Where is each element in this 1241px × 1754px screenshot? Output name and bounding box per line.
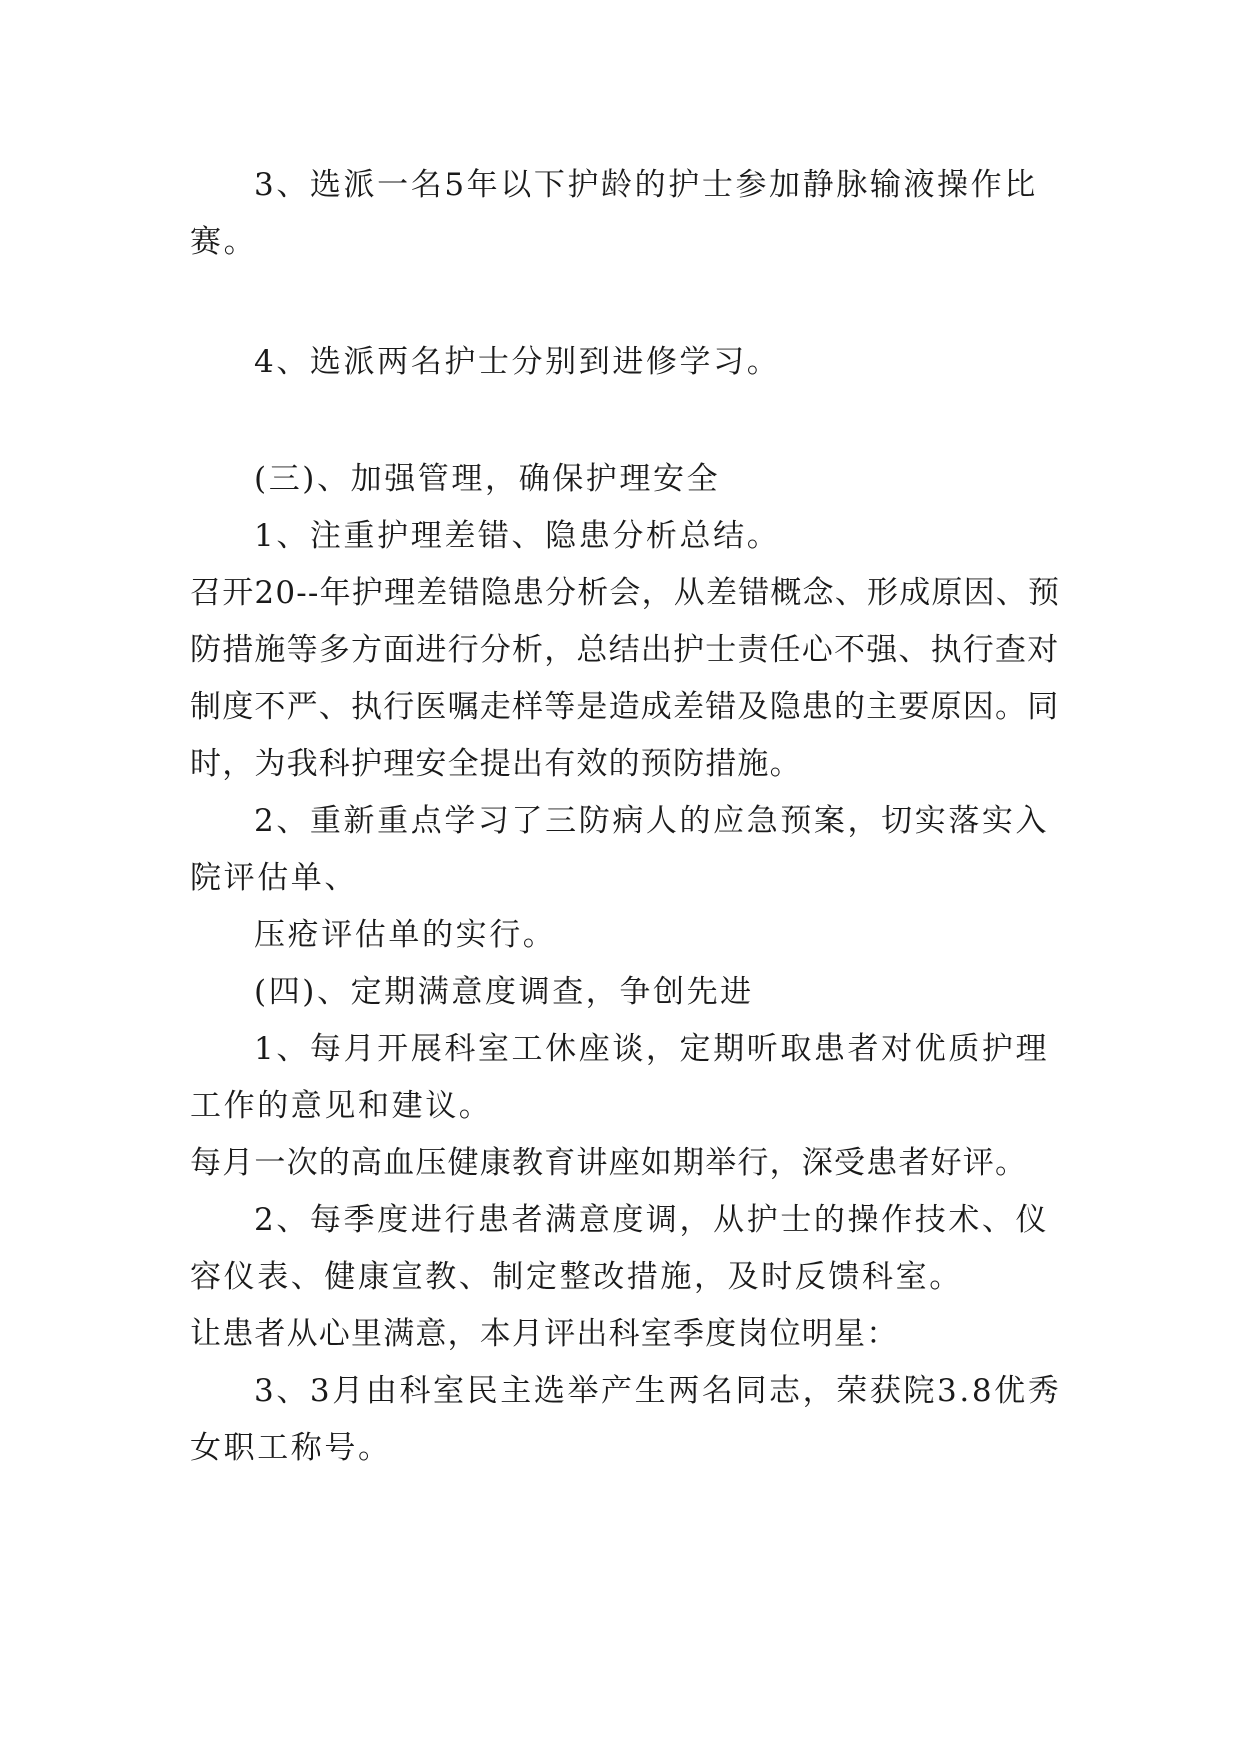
section-heading-3: (三)、加强管理，确保护理安全 bbox=[254, 461, 721, 497]
paragraph-error-meeting: 召开20--年护理差错隐患分析会，从差错概念、形成原因、预防措施等多方面进行分析，总结出护士责任心不强、执行查对制度不严、执行医嘱走样等是造成差错及隐患的主要原因。同时，为我科护理安全提出有效的预防措施。 bbox=[190, 575, 1061, 782]
paragraph-item-1-error-analysis: 1、注重护理差错、隐患分析总结。 bbox=[254, 518, 781, 554]
paragraph-item-2-emergency-plan: 2、重新重点学习了三防病人的应急预案，切实落实入院评估单、 bbox=[190, 803, 1050, 896]
paragraph-item-3-honor: 3、3月由科室民主选举产生两名同志，荣获院3.8优秀女职工称号。 bbox=[190, 1373, 1062, 1466]
paragraph-item-1-monthly-meeting: 1、每月开展科室工休座谈，定期听取患者对优质护理工作的意见和建议。 bbox=[190, 1031, 1050, 1124]
paragraph-star-award: 让患者从心里满意，本月评出科室季度岗位明星： bbox=[190, 1316, 899, 1352]
paragraph-health-lecture: 每月一次的高血压健康教育讲座如期举行，深受患者好评。 bbox=[190, 1145, 1028, 1181]
paragraph-item-4-training: 4、选派两名护士分别到进修学习。 bbox=[254, 344, 781, 380]
paragraph-item-2-quarterly-survey: 2、每季度进行患者满意度调，从护士的操作技术、仪容仪表、健康宣教、制定整改措施，及时反馈科室。 bbox=[190, 1202, 1050, 1295]
paragraph-item-3-competition: 3、选派一名5年以下护龄的护士参加静脉输液操作比赛。 bbox=[190, 167, 1038, 260]
paragraph-pressure-sore-form: 压疮评估单的实行。 bbox=[254, 917, 557, 953]
section-heading-4: (四)、定期满意度调查，争创先进 bbox=[254, 974, 754, 1010]
